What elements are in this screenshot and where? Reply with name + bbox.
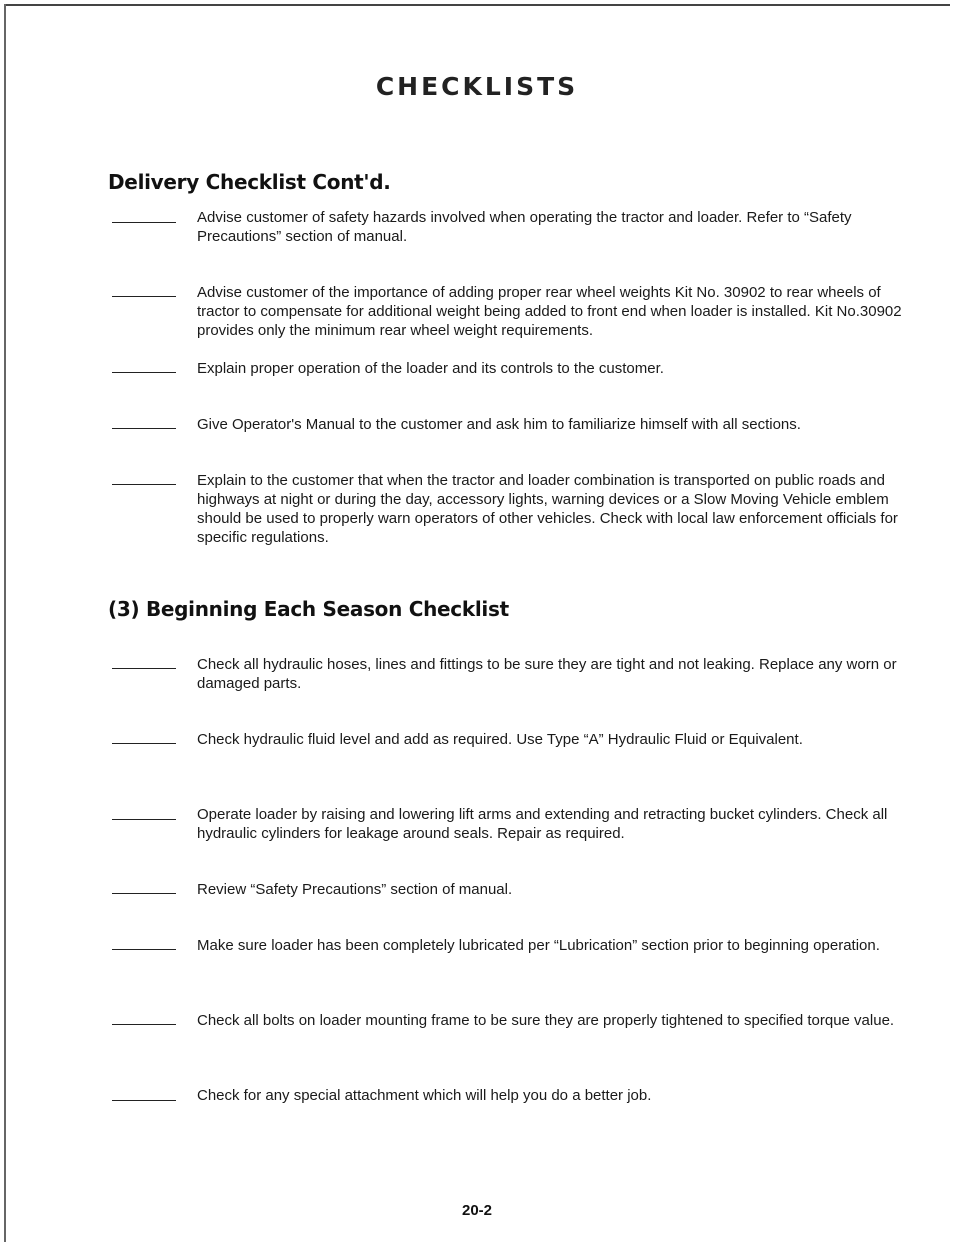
checkoff-blank	[112, 743, 176, 744]
page-title: CHECKLISTS	[375, 72, 579, 101]
checklist-item-text: Explain proper operation of the loader and its controls to the customer.	[197, 360, 664, 377]
page-border-left	[4, 4, 6, 1242]
checkoff-blank	[112, 222, 176, 223]
checkoff-blank	[112, 372, 176, 373]
checklist-item-text: Operate loader by raising and lowering lift arms and extending and retracting bucket cylinders. Check all hydraulic cylinders for leakage around seals. Repair as required.	[197, 806, 888, 842]
checkoff-blank	[112, 668, 176, 669]
checklist-item-text: Check all bolts on loader mounting frame to be sure they are properly tightened to specified torque value.	[197, 1012, 895, 1029]
checkoff-blank	[112, 949, 176, 950]
checklist-item-text: Check all hydraulic hoses, lines and fittings to be sure they are tight and not leaking. Replace any worn or damaged parts.	[197, 656, 897, 692]
page-number: 20-2	[461, 1202, 493, 1219]
checkoff-blank	[112, 893, 176, 894]
checkoff-blank	[112, 296, 176, 297]
checkoff-blank	[112, 1100, 176, 1101]
checklist-item-text: Make sure loader has been completely lubricated per “Lubrication” section prior to beginning operation.	[197, 937, 880, 954]
checklist-item-text: Explain to the customer that when the tractor and loader combination is transported on public roads and highways at night or during the day, accessory lights, warning devices or a Slow Moving Vehicle emblem should be used to properly warn operators of other vehicles. Check with local law enforcement officials for specific regulations.	[197, 472, 898, 546]
checklist-item-text: Advise customer of the importance of adding proper rear wheel weights Kit No. 30902 to rear wheels of tractor to compensate for additional weight being added to front end when loader is installed. Kit No.30902 provides only the minimum rear wheel weight requirements.	[197, 284, 902, 339]
checkoff-blank	[112, 428, 176, 429]
page-border-top	[4, 4, 950, 6]
section-heading-delivery: Delivery Checklist Cont'd.	[108, 170, 391, 194]
checklist-item-text: Check for any special attachment which will help you do a better job.	[197, 1087, 652, 1104]
section-heading-beginning-season: (3) Beginning Each Season Checklist	[108, 597, 509, 621]
checklist-item-text: Check hydraulic fluid level and add as required. Use Type “A” Hydraulic Fluid or Equivalent.	[197, 731, 803, 748]
checklist-item-text: Advise customer of safety hazards involved when operating the tractor and loader. Refer to “Safety Precautions” section of manual.	[197, 209, 852, 245]
checkoff-blank	[112, 819, 176, 820]
checklist-item-text: Review “Safety Precautions” section of manual.	[197, 881, 513, 898]
checkoff-blank	[112, 1024, 176, 1025]
checklist-item-text: Give Operator's Manual to the customer and ask him to familiarize himself with all sections.	[197, 416, 801, 433]
checkoff-blank	[112, 484, 176, 485]
